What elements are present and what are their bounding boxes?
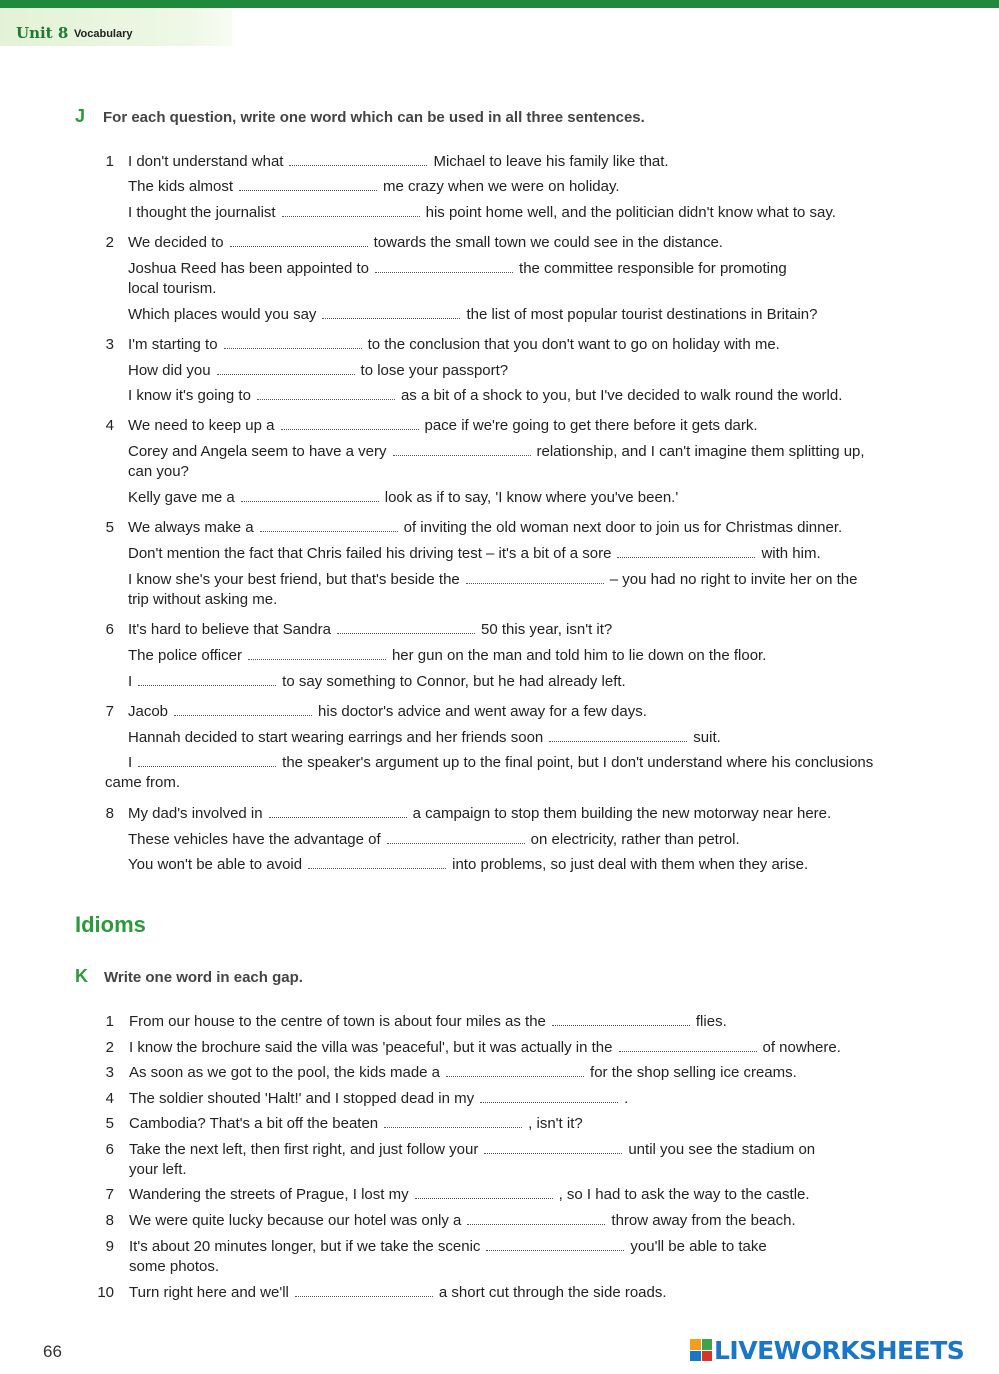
- answer-gap[interactable]: [467, 1213, 605, 1225]
- sentence-text: These vehicles have the advantage of: [128, 831, 381, 848]
- exercise-k-item-number: 2: [105, 1039, 114, 1056]
- exercise-j-sentence: [128, 335, 780, 355]
- answer-gap[interactable]: [174, 704, 312, 716]
- sentence-text: Turn right here and we'll: [129, 1284, 289, 1301]
- sentence-text: We decided to: [128, 234, 224, 251]
- answer-gap[interactable]: [257, 388, 395, 400]
- exercise-j-sentence: [128, 361, 508, 381]
- sentence-text: relationship, and I can't imagine them splitting up,: [536, 443, 865, 460]
- sentence-text: Hannah decided to start wearing earrings and her friends soon: [128, 729, 544, 746]
- sentence-text: the list of most popular tourist destinations in Britain?: [466, 306, 818, 323]
- sentence-text: I know the brochure said the villa was 'peaceful', but it was actually in the: [129, 1039, 613, 1056]
- sentence-text: I know she's your best friend, but that's beside the: [128, 571, 460, 588]
- sentence-text: I know it's going to: [128, 387, 251, 404]
- exercise-k-item-number: 6: [105, 1141, 114, 1158]
- sentence-text: – you had no right to invite her on the: [609, 571, 858, 588]
- sentence-text: of inviting the old woman next door to join us for Christmas dinner.: [403, 519, 843, 536]
- sentence-text: The police officer: [128, 647, 242, 664]
- exercise-j-item-number: 7: [105, 703, 114, 720]
- exercise-j-item-number: 5: [105, 519, 114, 536]
- sentence-text: came from.: [105, 774, 181, 791]
- sentence-text: .: [624, 1090, 629, 1107]
- answer-gap[interactable]: [289, 154, 427, 166]
- sentence-text: for the shop selling ice creams.: [590, 1064, 797, 1081]
- exercise-k-sentence: [129, 1283, 667, 1303]
- sentence-text: My dad's involved in: [128, 805, 263, 822]
- exercise-j-sentence: [128, 570, 857, 590]
- sentence-text: to say something to Connor, but he had already left.: [282, 673, 626, 690]
- exercise-j-sentence: [128, 203, 836, 223]
- exercise-j-sentence: [128, 279, 216, 299]
- section-label: Vocabulary: [74, 28, 133, 40]
- sentence-text: into problems, so just deal with them when they arise.: [452, 856, 809, 873]
- sentence-text: , so I had to ask the way to the castle.: [558, 1186, 810, 1203]
- exercise-j-sentence: [128, 590, 277, 610]
- exercise-j-sentence: [128, 518, 842, 538]
- sentence-text: The kids almost: [128, 178, 234, 195]
- sentence-text: Michael to leave his family like that.: [433, 153, 669, 170]
- exercise-j-item-number: 4: [105, 417, 114, 434]
- exercise-j-sentence: [128, 416, 758, 436]
- exercise-k-sentence: [129, 1012, 727, 1032]
- sentence-text: I thought the journalist: [128, 204, 276, 221]
- sentence-text: Joshua Reed has been appointed to: [128, 260, 370, 277]
- answer-gap[interactable]: [384, 1116, 522, 1128]
- sentence-text: We were quite lucky because our hotel was only a: [129, 1212, 462, 1229]
- exercise-k-sentence: [129, 1089, 628, 1109]
- sentence-text: How did you: [128, 362, 211, 379]
- answer-gap[interactable]: [282, 205, 420, 217]
- exercise-j-sentence: [128, 442, 865, 462]
- sentence-text: pace if we're going to get there before it gets dark.: [424, 417, 758, 434]
- sentence-text: your left.: [129, 1161, 187, 1178]
- exercise-k-letter: K: [75, 966, 88, 986]
- sentence-text: You won't be able to avoid: [128, 856, 303, 873]
- exercise-j-sentence: [128, 462, 189, 482]
- answer-gap[interactable]: [552, 1014, 690, 1026]
- answer-gap[interactable]: [281, 418, 419, 430]
- exercise-k-item-number: 4: [105, 1090, 114, 1107]
- unit-label: Unit 8: [16, 24, 69, 42]
- exercise-j-item-number: 3: [105, 336, 114, 353]
- sentence-text: with him.: [761, 545, 821, 562]
- sentence-text: the speaker's argument up to the final point, but I don't understand where his conclusions: [282, 754, 874, 771]
- sentence-text: to the conclusion that you don't want to go on holiday with me.: [367, 336, 780, 353]
- sentence-text: look as if to say, 'I know where you've been.': [384, 489, 679, 506]
- sentence-text: I'm starting to: [128, 336, 218, 353]
- answer-gap[interactable]: [337, 622, 475, 634]
- sentence-text: you'll be able to take: [630, 1238, 767, 1255]
- answer-gap[interactable]: [486, 1239, 624, 1251]
- exercise-k-sentence: [129, 1211, 796, 1231]
- sentence-text: Wandering the streets of Prague, I lost my: [129, 1186, 409, 1203]
- answer-gap[interactable]: [295, 1285, 433, 1297]
- sentence-text: 50 this year, isn't it?: [481, 621, 613, 638]
- exercise-j-item-number: 2: [105, 234, 114, 251]
- answer-gap[interactable]: [239, 179, 377, 191]
- exercise-j-item-number: 1: [105, 153, 114, 170]
- exercise-j-letter: J: [75, 106, 86, 126]
- sentence-text: Don't mention the fact that Chris failed his driving test – it's a bit of a sore: [128, 545, 612, 562]
- sentence-text: suit.: [693, 729, 721, 746]
- sentence-text: Take the next left, then first right, and just follow your: [129, 1141, 479, 1158]
- exercise-j-sentence: [105, 773, 180, 793]
- answer-gap[interactable]: [230, 235, 368, 247]
- sentence-text: Kelly gave me a: [128, 489, 235, 506]
- answer-gap[interactable]: [217, 363, 355, 375]
- answer-gap[interactable]: [619, 1040, 757, 1052]
- sentence-text: his point home well, and the politician didn't know what to say.: [425, 204, 836, 221]
- sentence-text: We always make a: [128, 519, 254, 536]
- exercise-j-sentence: [128, 177, 620, 197]
- exercise-k-item-number: 9: [105, 1238, 114, 1255]
- sentence-text: on electricity, rather than petrol.: [530, 831, 740, 848]
- exercise-k-item-number: 7: [105, 1186, 114, 1203]
- sentence-text: her gun on the man and told him to lie down on the floor.: [391, 647, 767, 664]
- sentence-text: I don't understand what: [128, 153, 284, 170]
- exercise-k-sentence: [129, 1038, 841, 1058]
- exercise-k-item-number: 10: [97, 1284, 114, 1301]
- exercise-k-sentence: [129, 1140, 815, 1160]
- logo-icon: [690, 1339, 712, 1361]
- exercise-k-instruction: Write one word in each gap.: [104, 969, 303, 986]
- exercise-j-item-number: 6: [105, 621, 114, 638]
- answer-gap[interactable]: [387, 832, 525, 844]
- sentence-text: I: [128, 754, 133, 771]
- answer-gap[interactable]: [446, 1065, 584, 1077]
- sentence-text: me crazy when we were on holiday.: [383, 178, 620, 195]
- sentence-text: flies.: [695, 1013, 727, 1030]
- answer-gap[interactable]: [260, 520, 398, 532]
- answer-gap[interactable]: [241, 490, 379, 502]
- exercise-k-item-number: 8: [105, 1212, 114, 1229]
- sentence-text: towards the small town we could see in the distance.: [373, 234, 723, 251]
- sentence-text: can you?: [128, 463, 189, 480]
- answer-gap[interactable]: [322, 307, 460, 319]
- answer-gap[interactable]: [248, 648, 386, 660]
- page-number: 66: [43, 1342, 62, 1361]
- sentence-text: From our house to the centre of town is about four miles as the: [129, 1013, 546, 1030]
- exercise-j-sentence: [128, 259, 787, 279]
- sentence-text: As soon as we got to the pool, the kids made a: [129, 1064, 441, 1081]
- exercise-j-instruction: For each question, write one word which can be used in all three sentences.: [103, 109, 645, 126]
- exercise-k-sentence: [129, 1237, 767, 1257]
- exercise-j-sentence: [128, 233, 723, 253]
- sentence-text: of nowhere.: [762, 1039, 841, 1056]
- exercise-j-sentence: [128, 152, 669, 172]
- exercise-j-sentence: [128, 386, 842, 406]
- sentence-text: to lose your passport?: [360, 362, 509, 379]
- answer-gap[interactable]: [269, 806, 407, 818]
- exercise-j-item-number: 8: [105, 805, 114, 822]
- sentence-text: some photos.: [129, 1258, 220, 1275]
- exercise-j-sentence: [128, 702, 647, 722]
- answer-gap[interactable]: [466, 572, 604, 584]
- sentence-text: We need to keep up a: [128, 417, 275, 434]
- exercise-j-sentence: [128, 753, 873, 773]
- exercise-j-sentence: [128, 728, 721, 748]
- answer-gap[interactable]: [617, 546, 755, 558]
- idioms-heading: Idioms: [75, 912, 146, 937]
- exercise-k-item-number: 3: [105, 1064, 114, 1081]
- sentence-text: It's about 20 minutes longer, but if we take the scenic: [129, 1238, 481, 1255]
- answer-gap[interactable]: [549, 730, 687, 742]
- exercise-j-sentence: [128, 804, 831, 824]
- exercise-j-sentence: [128, 544, 821, 564]
- sentence-text: throw away from the beach.: [611, 1212, 796, 1229]
- exercise-k-item-number: 5: [105, 1115, 114, 1132]
- answer-gap[interactable]: [138, 755, 276, 767]
- sentence-text: It's hard to believe that Sandra: [128, 621, 331, 638]
- answer-gap[interactable]: [480, 1091, 618, 1103]
- exercise-k-item-number: 1: [105, 1013, 114, 1030]
- answer-gap[interactable]: [415, 1187, 553, 1199]
- answer-gap[interactable]: [375, 261, 513, 273]
- sentence-text: Which places would you say: [128, 306, 317, 323]
- exercise-j-sentence: [128, 830, 740, 850]
- exercise-k-sentence: [129, 1160, 187, 1180]
- sentence-text: local tourism.: [128, 280, 217, 297]
- exercise-j-sentence: [128, 646, 766, 666]
- sentence-text: I: [128, 673, 133, 690]
- sentence-text: Corey and Angela seem to have a very: [128, 443, 387, 460]
- answer-gap[interactable]: [308, 857, 446, 869]
- answer-gap[interactable]: [393, 444, 531, 456]
- logo-text: LIVEWORKSHEETS: [714, 1335, 965, 1365]
- sentence-text: Cambodia? That's a bit off the beaten: [129, 1115, 379, 1132]
- sentence-text: until you see the stadium on: [628, 1141, 816, 1158]
- exercise-k-sentence: [129, 1257, 219, 1277]
- sentence-text: a campaign to stop them building the new motorway near here.: [412, 805, 832, 822]
- sentence-text: the committee responsible for promoting: [519, 260, 787, 277]
- exercise-j-sentence: [128, 620, 612, 640]
- liveworksheets-logo: [690, 1334, 964, 1366]
- sentence-text: as a bit of a shock to you, but I've decided to walk round the world.: [400, 387, 843, 404]
- answer-gap[interactable]: [484, 1142, 622, 1154]
- exercise-j-sentence: [128, 305, 817, 325]
- exercise-k-sentence: [129, 1185, 810, 1205]
- sentence-text: a short cut through the side roads.: [438, 1284, 667, 1301]
- answer-gap[interactable]: [138, 674, 276, 686]
- exercise-j-sentence: [128, 855, 808, 875]
- exercise-k-sentence: [129, 1114, 583, 1134]
- exercise-j-sentence: [128, 488, 678, 508]
- sentence-text: The soldier shouted 'Halt!' and I stopped dead in my: [129, 1090, 475, 1107]
- exercise-j-sentence: [128, 672, 626, 692]
- answer-gap[interactable]: [224, 337, 362, 349]
- top-color-bar: [0, 0, 999, 8]
- sentence-text: his doctor's advice and went away for a few days.: [318, 703, 647, 720]
- sentence-text: Jacob: [128, 703, 169, 720]
- sentence-text: , isn't it?: [528, 1115, 583, 1132]
- sentence-text: trip without asking me.: [128, 591, 278, 608]
- exercise-k-sentence: [129, 1063, 797, 1083]
